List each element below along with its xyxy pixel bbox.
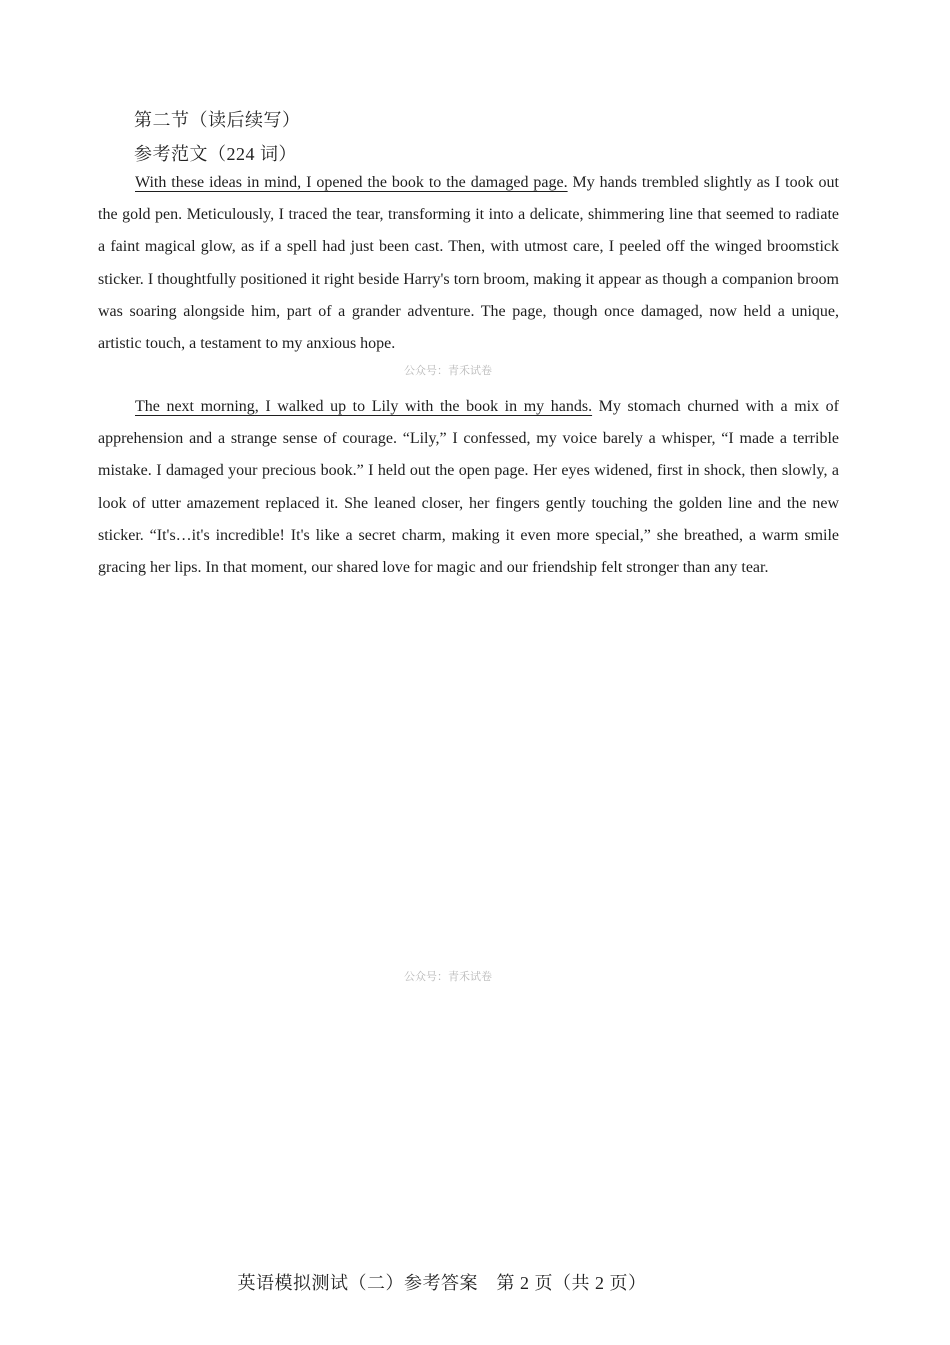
- watermark-bottom: 公众号：青禾试卷: [404, 970, 492, 983]
- sample-essay-heading: 参考范文（224 词）: [134, 144, 297, 164]
- paragraph-1-body: My hands trembled slightly as I took out the gold pen. Meticulously, I traced the tear, transforming it into a delicate, shimmering line that seemed to radiate a faint magical glow, as if a spell had just been cast. Then, with utmost care, I peeled off the winged broomstick sticker. I thoughtfully positioned it right beside Harry's torn broom, making it appear as though a companion broom was soaring alongside him, part of a grander adventure. The page, though once damaged, now held a unique, artistic touch, a testament to my anxious hope.: [98, 174, 839, 353]
- watermark-top: 公众号：青禾试卷: [404, 364, 492, 377]
- section-heading: 第二节（读后续写）: [134, 110, 301, 130]
- essay-paragraph-1: [98, 167, 839, 360]
- page-footer: 英语模拟测试（二）参考答案 第 2 页（共 2 页）: [237, 1273, 647, 1293]
- paragraph-1-opening-sentence: With these ideas in mind, I opened the book to the damaged page.: [135, 174, 568, 191]
- paragraph-2-opening-sentence: The next morning, I walked up to Lily with the book in my hands.: [135, 398, 593, 415]
- essay-paragraph-2: [98, 391, 839, 584]
- paragraph-2-body: My stomach churned with a mix of apprehension and a strange sense of courage. “Lily,” I confessed, my voice barely a whisper, “I made a terrible mistake. I damaged your precious book.” I held out the open page. Her eyes widened, first in shock, then slowly, a look of utter amazement replaced it. She leaned closer, her fingers gently touching the golden line and the new sticker. “It's…it's incredible! It's like a secret charm, making it even more special,” she breathed, a warm smile gracing her lips. In that moment, our shared love for magic and our friendship felt stronger than any tear.: [98, 398, 840, 577]
